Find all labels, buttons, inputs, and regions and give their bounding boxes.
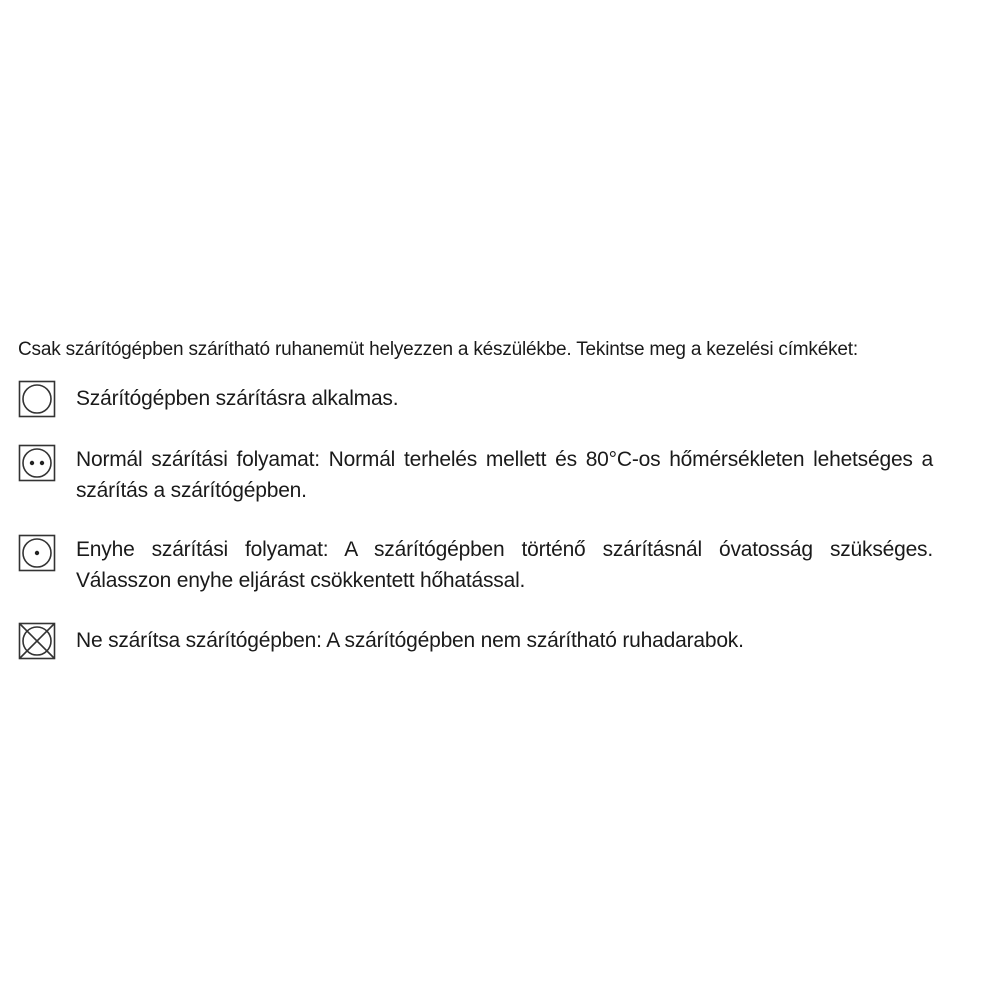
tumble-dry-allowed-icon — [18, 380, 56, 418]
care-item-text: Normál szárítási folyamat: Normál terhelés mellett és 80°C-os hőmérsékleten lehetséges a szárítás a szárítógépben. — [76, 448, 933, 502]
care-item-text: Ne szárítsa szárítógépben: A szárítógépben nem szárítható ruhadarabok. — [76, 629, 744, 652]
tumble-dry-normal-two-dots-icon — [18, 444, 56, 482]
intro-text: Csak szárítógépben szárítható ruhanemüt helyezzen a készülékbe. Tekintse meg a kezelési címkéket: — [18, 339, 858, 360]
tumble-dry-gentle-one-dot-icon — [18, 534, 56, 572]
care-item-text: Enyhe szárítási folyamat: A szárítógépben történő szárításnál óvatosság szükséges. Válasszon enyhe eljárást csökkentett hőhatással. — [76, 538, 933, 592]
care-label-document — [18, 338, 933, 677]
do-not-tumble-dry-icon — [18, 622, 56, 660]
care-item-tumble-dry-normal — [18, 444, 933, 506]
care-item-tumble-dry-gentle — [18, 534, 933, 596]
care-item-do-not-tumble-dry — [18, 622, 933, 660]
care-item-tumble-dry-allowed — [18, 380, 933, 418]
care-item-text: Szárítógépben szárításra alkalmas. — [76, 387, 399, 410]
